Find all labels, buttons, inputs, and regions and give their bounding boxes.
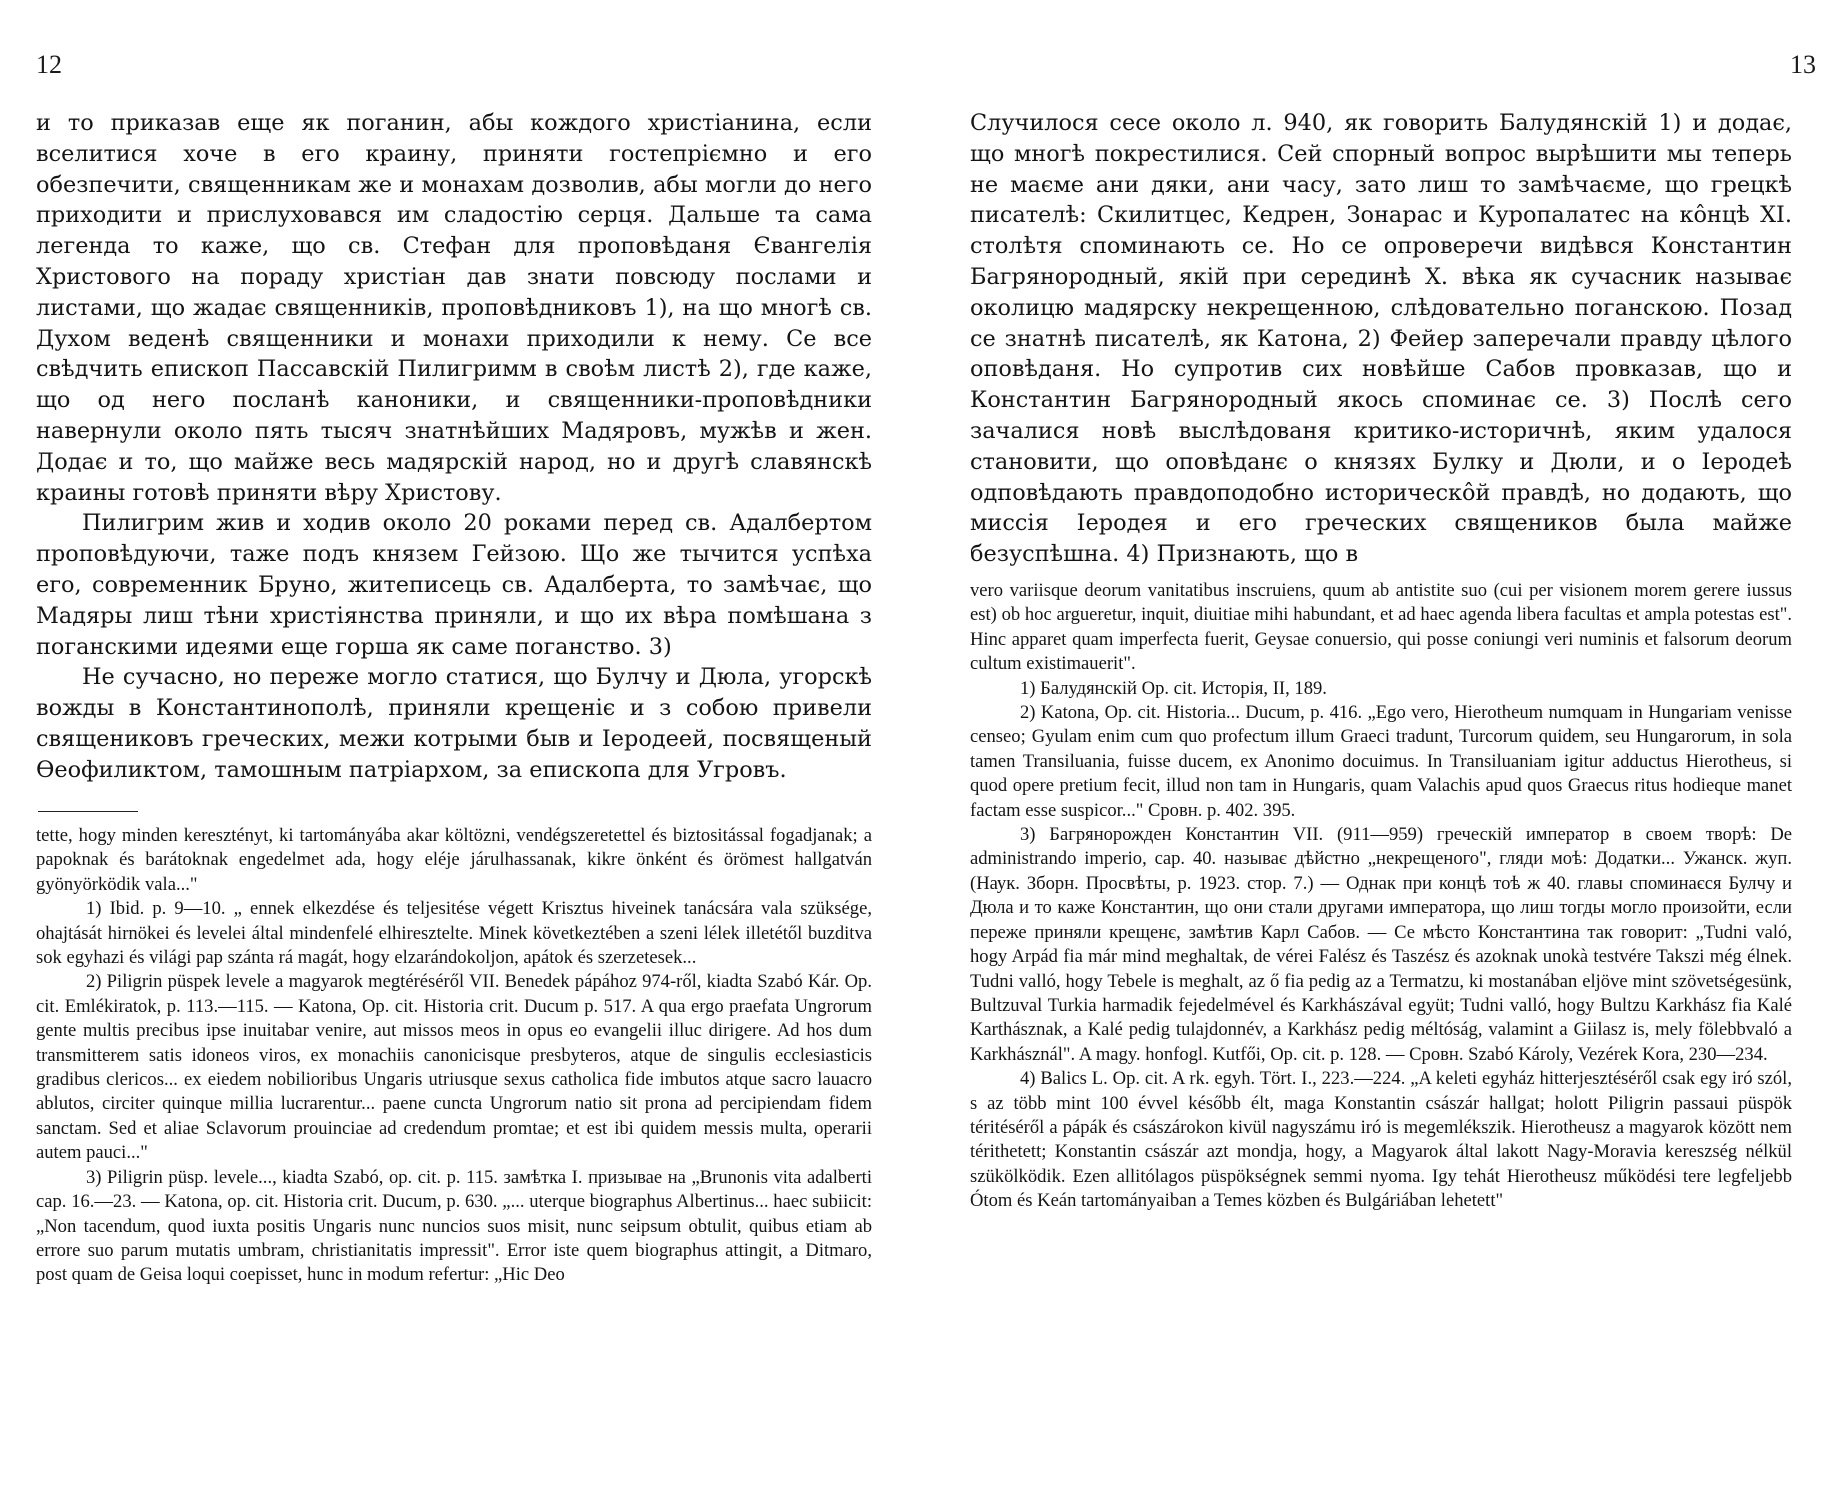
footnote: 1) Ibid. p. 9—10. „ ennek elkezdése és teljesitése végett Krisztus hiveinek tanácsára vala szüksége, ohajtását hirnökei és levelei által mindenfelé elhiresztelte. Minek következtében a szeni lélek illetétől buzditva sok egyhazi és világi pap szánta rá magát, hogy elzarándokoljon, apátok és szerzetesek... (36, 898, 872, 969)
main-text (36, 108, 872, 786)
footnote: 2) Katona, Op. cit. Historia... Ducum, p. 416. „Ego vero, Hierotheum numquam in Hungariam venisse censeo; Gyulam enim cum quo profectum illum Graeci tradunt, Turcorum quidem, seu Hungarorum, in sola tamen Transiluania, fuisse ducem, ex Anonimo docuimus. In Transiluaniam igitur adductus Hierotheus, si quod opere pretium fecit, illud non tam in Hungaris, quam Valachis apud quos Graecus ritus hodieque manet factam esse suspicor..." Сровн. p. 402. 395. (970, 702, 1792, 821)
footnotes (970, 579, 1792, 1214)
main-text (970, 108, 1792, 570)
footnote: 3) Piligrin püsp. levele..., kiadta Szabó, op. cit. p. 115. замѣтка I. призывае на „Brunonis vita adalberti cap. 16.—23. — Katona, op. cit. Historia crit. Ducum, p. 630. „... uterque biographus Albertinus... haec subiicit: „Non tacendum, quod iuxta positis Ungaris nunc nuncios suos misit, nunc seipsum obtulit, quibus etiam ab errore suo parum mutatis umbram, christianitatis impressit". Error iste quem biographus attingit, a Ditmaro, post quam de Geisa loqui coepisset, hunc in modum refertur: „Hic Deo (36, 1166, 872, 1286)
footnote: 3) Багрянорожден Константин VII. (911—959) греческій император в своем творѣ: De administrando imperio, cap. 40. называє дѣйстно „некрещеного", гляди моѣ: Додатки... Ужанск. жуп. (Наук. Збoрн. Просвѣты, p. 1923. стор. 7.) — Однак при концѣ тоѣ ж 40. главы споминаєся Булчу и Дюла и то каже Константин, що они стали другами императора, що лиш тогды могло произойти, если переже приняли крещенє, замѣтив Карл Сабов. — Се мѣсто Константина так говорит: „Tudni való, hogy Arpád fia már mind meghaltak, de vérei Falész és Taszész és azoknak unokà testvére Takszi még élnek. Tudni valló, hogy Tebele is meghalt, az ő fia pedig az a Termatzu, ki mostanában eljöve mint szövetségesünk, Bultzuval Turkia harmadik fejedelmével és Karkhászával együt; Tudni valló, hogy Bultzu Karkhász fia Kalé Karthásznak, a Kalé pedig tulajdonnév, a Karkhász pedig méltóság, valamint a Giilasz is, mely fölebbvaló a Karkhásznál". A magy. honfogl. Kutfői, Op. cit. p. 128. — Сровн. Szabó Károly, Vezérek Kora, 230—234. (970, 824, 1792, 1065)
footnote: 2) Piligrin püspek levele a magyarok megtéréséről VII. Benedek pápához 974-ről, kiadta Szabó Kár. Op. cit. Emlékiratok, p. 113.—115. — Katona, Op. cit. Historia crit. Ducum p. 517. A qua ergo praefata Ungrorum gente multis precibus ipse inuitabar venire, aut missos meos in opus eo evangelii illuc dirigere. Ad hos dum transmitterem satis idoneos viros, ex monachiis canonicisque presbyteros, atque de singulis ecclesiasticis gradibus clericos... ex eiedem nobilioribus Ungaris utriusque sexus catholica fide imbutos atque sacro lauacro ablutos, circiter quinque millia lucrarentur... paene cuncta Ungrorum natio sit prona ad percipiendam fidem sanctam. Sed et aliae Sclavorum prouinciae ad credendum promtae; et est ibi quidem messis multa, operarii autem pauci..." (36, 971, 872, 1164)
paragraph: Случилося сесе около л. 940, як говорить Балудянскій 1) и додає, що многѣ покрестилися. Сей спорный вопрос вырѣшити мы теперь не маєме ани дяки, ани часу, зато лиш то замѣчаєме, що грецкѣ писателѣ: Скилитцес, Кедрен, Зонарас и Куропалатес на кôнцѣ XI. столѣтя споминають се. Но се опроверечи видѣвся Константин Багрянородный, якій при серединѣ X. вѣка як сучасник называє околицю мадярску некрещенною, слѣдовательно поганскою. Позад се знатнѣ писателѣ, як Катона, 2) Фейер заперечали правду цѣлого оповѣданя. Но супротив сих новѣйше Сабов провказав, що и Константин Багрянородный якось споминає се. 3) Послѣ сего зачалися новѣ выслѣдованя критико-историчнѣ, яким удалося становити, що оповѣданє о князях Булку и Дюли, и о Іеродеѣ одповѣдають правдоподобно историческôй правдѣ, но додають, що миссія Іеродея и его греческих священиков была майже безуспѣшна. 4) Признають, що в (970, 110, 1792, 568)
page-number: 12 (36, 50, 62, 79)
footnote-divider (38, 811, 138, 812)
right-page (922, 0, 1844, 1500)
paragraph: Не сучасно, но переже могло статися, що Булчу и Дюла, угорскѣ вожды в Константинополѣ, приняли крещеніє и з собою привели священиковъ греческих, межи котрыми быв и Іеродеей, посвященый Ѳеофиликтом, тамошным патріархом, за епископа для Угровъ. (36, 664, 872, 783)
page-number: 13 (1790, 50, 1816, 79)
footnote: 1) Балудянскій Op. cit. Исторія, II, 189. (1020, 677, 1327, 699)
footnote-continuation: tette, hogy minden keresztényt, ki tartományába akar költözni, vendégszeretettel és biztositással fogadjanak; a papoknak és barátoknak engedelmet ada, hogy eléje járulhassanak, kikre önként és örömest hallgatván gyönyörködik vala..." (36, 825, 872, 895)
footnote: 4) Balics L. Op. cit. A rk. egyh. Tört. I., 223.—224. „A keleti egyház hitterjesztéséről csak egy iró szól, s az több mint 100 évvel később élt, maga Konstantin császár hallgat; holott Piligrin passaui püspök téritéséről a pápák és császárokon kivül nagyszámu iró is megemlékszik. Hierotheusz a magyarok között nem térithetett; Konstantin császár azt mondja, hogy, a Magyarok által lakott Nagy-Moravia kereszség nélkül szükölködik. Ezen allitólagos püspökségnek semmi nyoma. Igy tehát Hierotheusz működési tere legfeljebb Ótom és Keán tartományaiban a Temes közben és Bulgáriában lehetett" (970, 1068, 1792, 1212)
paragraph: и то приказав еще як поганин, абы кождого христіанина, если вселитися хоче в его краину, приняти гостепріємно и его обезпечити, священникам же и монахам дозволив, абы могли до него приходити и прислуховався им сладостію серця. Дальше та сама легенда то каже, що св. Стефан для проповѣданя Євангелія Христового на пораду христіан дав знати повсюду послами и листами, що жадає священників, проповѣдниковъ 1), на що многѣ св. Духом веденѣ священники и монахи приходили к нему. Се все свѣдчить епископ Пассавскій Пилигримм в своѣм листѣ 2), где каже, що од него посланѣ каноники, и священники-проповѣдники навернули около пять тысяч знатнѣйших Мадяровъ, мужѣв и жен. Додає и то, що майже весь мадярскій народ, но и другѣ славянскѣ краины готовѣ приняти вѣру Христову. (36, 110, 872, 506)
paragraph: Пилигрим жив и ходив около 20 роками перед св. Адалбертом проповѣдуючи, таже подъ князем Гейзою. Що же тычится успѣха его, современник Бруно, житеписець св. Адалберта, то замѣчає, що Мадяры лиш тѣни христіянства приняли, и що их вѣра помѣшана з поганскими идеями еще горша як саме поганство. 3) (36, 510, 872, 660)
footnotes (36, 824, 872, 1288)
footnote-continuation: vero variisque deorum vanitatibus inscruiens, quum ab antistite suo (cui per visionem morem gerere iussus est) ob hoc argueretur, inquit, diuitiae mihi habundant, et ad haec agenda libera facultas et ampla potestas est". Hinc apparet quam imperfecta fuerit, Geysae conuersio, qui posse coniungi veri numinis et falsorum deorum cultum existimauerit". (970, 580, 1792, 675)
